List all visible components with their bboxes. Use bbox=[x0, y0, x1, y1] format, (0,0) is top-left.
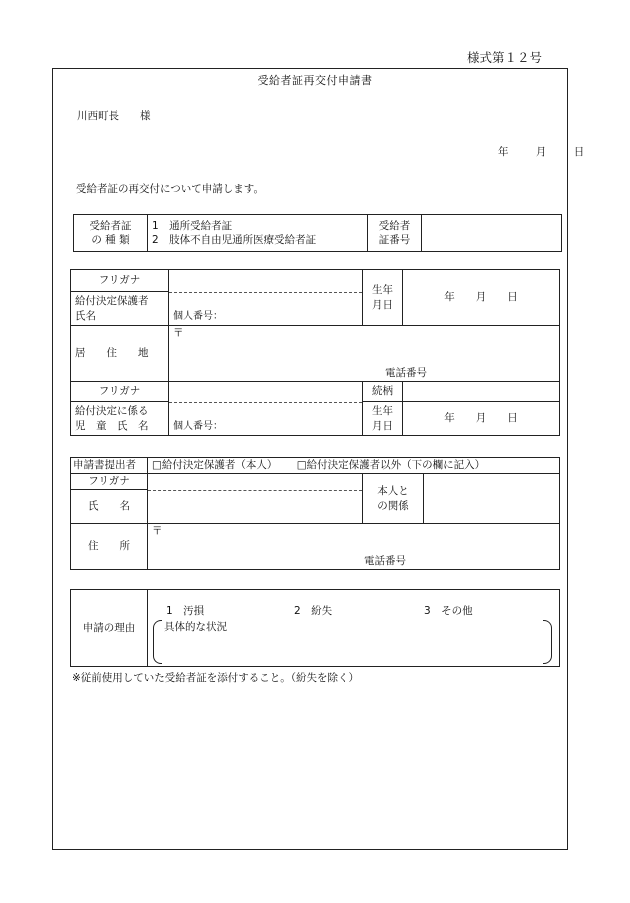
reason-label: 申請の理由 bbox=[71, 590, 148, 667]
applicant-name-field[interactable] bbox=[148, 474, 363, 524]
applicant-name-label: 氏 名 bbox=[71, 490, 148, 524]
address-label: 居 住 地 bbox=[71, 326, 169, 382]
applicant-furigana-label: フリガナ bbox=[71, 474, 148, 490]
reason-option-2[interactable]: 2 紛失 bbox=[294, 605, 333, 617]
date-year: 年 bbox=[498, 146, 509, 158]
application-date bbox=[482, 144, 584, 159]
guardian-name-field[interactable] bbox=[169, 270, 363, 326]
cert-number-label: 受給者 証番号 bbox=[368, 215, 422, 252]
guardian-table bbox=[70, 269, 560, 436]
form-title: 受給者証再交付申請書 bbox=[257, 74, 373, 87]
child-furigana-label: フリガナ bbox=[71, 382, 169, 402]
attachment-note: ※従前使用していた受給者証を添付すること。（紛失を除く） bbox=[72, 672, 360, 684]
reason-field[interactable] bbox=[148, 590, 560, 667]
reason-table bbox=[70, 589, 560, 667]
applicant-phone-label: 電話番号 bbox=[364, 554, 406, 567]
submitter-label: 申請書提出者 bbox=[71, 458, 148, 474]
applicant-address-field[interactable] bbox=[148, 524, 560, 570]
guardian-name-label: 給付決定保護者 氏名 bbox=[71, 292, 169, 326]
applicant-relation-label: 本人と の関係 bbox=[363, 474, 424, 524]
child-name-label: 給付決定に係る 児 童 氏 名 bbox=[71, 402, 169, 436]
reason-option-1[interactable]: 1 汚損 bbox=[166, 605, 205, 617]
reason-option-3[interactable]: 3 その他 bbox=[424, 605, 473, 617]
applicant-postal-mark: 〒 bbox=[152, 525, 163, 537]
details-bracket-left bbox=[153, 620, 162, 664]
cert-option-1[interactable]: 1 通所受給者証 bbox=[152, 219, 233, 232]
cert-number-field[interactable] bbox=[422, 215, 562, 252]
guardian-individual-number: 個人番号： bbox=[173, 310, 223, 322]
details-bracket-right bbox=[543, 620, 552, 664]
details-label: 具体的な状況 bbox=[164, 621, 227, 633]
submitter-options[interactable] bbox=[148, 458, 560, 474]
applicant-address-label: 住 所 bbox=[71, 524, 148, 570]
child-birth-value[interactable]: 年 月 日 bbox=[403, 402, 560, 436]
applicant-relation-field[interactable] bbox=[424, 474, 560, 524]
cert-type-label: 受給者証 の 種 類 bbox=[74, 215, 148, 252]
child-birth-label: 生年 月日 bbox=[363, 402, 403, 436]
relation-field[interactable] bbox=[403, 382, 560, 402]
submitter-option-self[interactable]: □給付決定保護者（本人） bbox=[152, 459, 278, 472]
application-statement: 受給者証の再交付について申請します。 bbox=[76, 183, 264, 195]
submitter-option-other[interactable]: □給付決定保護者以外（下の欄に記入） bbox=[296, 459, 486, 472]
postal-mark: 〒 bbox=[173, 327, 184, 339]
cert-type-options[interactable] bbox=[148, 215, 368, 252]
cert-option-2[interactable]: 2 肢体不自由児通所医療受給者証 bbox=[152, 234, 317, 246]
addressee: 川西町長 様 bbox=[77, 110, 151, 122]
certificate-type-table bbox=[73, 214, 562, 252]
guardian-birth-label: 生年 月日 bbox=[363, 270, 403, 326]
address-field[interactable] bbox=[169, 326, 560, 382]
guardian-furigana-label: フリガナ bbox=[71, 270, 169, 292]
child-name-field[interactable] bbox=[169, 382, 363, 436]
relation-label: 続柄 bbox=[363, 382, 403, 402]
address-phone-label: 電話番号 bbox=[385, 366, 427, 379]
guardian-birth-value[interactable]: 年 月 日 bbox=[403, 270, 560, 326]
date-day: 日 bbox=[573, 146, 585, 158]
child-individual-number: 個人番号： bbox=[173, 420, 223, 432]
date-month: 月 bbox=[535, 146, 547, 158]
form-number: 様式第１２号 bbox=[466, 50, 542, 65]
applicant-table bbox=[70, 457, 560, 570]
